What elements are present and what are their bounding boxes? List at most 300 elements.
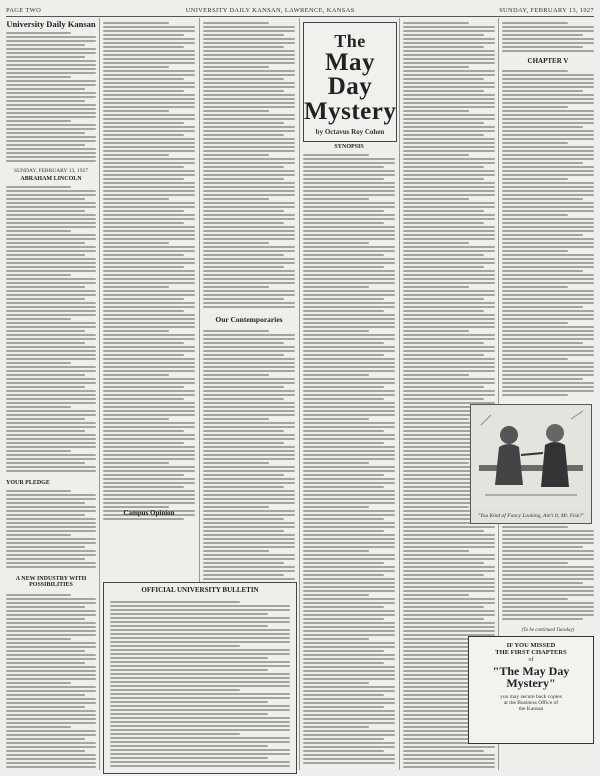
text-line xyxy=(303,678,395,680)
text-line xyxy=(303,266,384,268)
text-line xyxy=(6,214,96,216)
text-line xyxy=(6,350,96,352)
text-line xyxy=(303,298,384,300)
text-line xyxy=(103,106,195,108)
text-line xyxy=(103,138,195,140)
text-line xyxy=(203,574,284,576)
text-line xyxy=(103,354,184,356)
text-line xyxy=(303,502,395,504)
ad-line: "The May Day xyxy=(492,663,570,678)
text-line xyxy=(103,110,169,112)
text-line xyxy=(6,594,71,596)
editorial-heading: A NEW INDUSTRY WITH POSSIBILITIES xyxy=(15,576,87,589)
text-line xyxy=(303,362,395,364)
text-line xyxy=(303,250,395,252)
text-line xyxy=(203,170,295,172)
text-line xyxy=(103,358,195,360)
text-line xyxy=(303,190,395,192)
text-line xyxy=(203,238,295,240)
text-line xyxy=(502,558,594,560)
text-line xyxy=(103,242,169,244)
text-line xyxy=(6,550,96,552)
text-line xyxy=(103,478,195,480)
editorial-heading: YOUR PLEDGE xyxy=(6,480,50,486)
text-line xyxy=(203,186,295,188)
text-line xyxy=(502,266,594,268)
text-line xyxy=(6,638,71,640)
text-line xyxy=(502,162,583,164)
text-line xyxy=(6,254,85,256)
text-line xyxy=(303,666,395,668)
masthead-rule xyxy=(6,16,594,17)
text-line xyxy=(303,718,395,720)
text-line xyxy=(303,366,395,368)
text-line xyxy=(203,74,295,76)
text-line xyxy=(403,286,469,288)
text-line xyxy=(303,470,395,472)
text-line xyxy=(502,610,594,612)
text-line xyxy=(303,434,395,436)
text-line xyxy=(103,74,195,76)
text-line xyxy=(303,530,384,532)
text-line xyxy=(6,402,96,404)
text-line xyxy=(203,306,295,308)
text-line xyxy=(502,202,594,204)
text-line xyxy=(502,562,568,564)
text-line xyxy=(303,394,395,396)
text-line xyxy=(110,641,290,643)
official-bulletin-box xyxy=(103,582,297,774)
text-line xyxy=(303,454,395,456)
text-line xyxy=(303,578,395,580)
text-line xyxy=(502,198,583,200)
text-line xyxy=(6,104,96,106)
text-line xyxy=(502,34,583,36)
text-line xyxy=(6,290,96,292)
text-line xyxy=(403,98,495,100)
text-line xyxy=(403,342,484,344)
text-line xyxy=(303,194,395,196)
text-line xyxy=(203,250,295,252)
text-line xyxy=(403,630,495,632)
text-line xyxy=(502,294,594,296)
text-line xyxy=(6,76,71,78)
text-line xyxy=(303,306,395,308)
text-line xyxy=(502,534,594,536)
text-line xyxy=(303,290,395,292)
text-line xyxy=(403,762,495,764)
text-line xyxy=(203,342,284,344)
text-line xyxy=(502,214,568,216)
text-line xyxy=(303,158,395,160)
text-line xyxy=(303,310,384,312)
text-line xyxy=(103,286,169,288)
text-line xyxy=(303,462,369,464)
text-line xyxy=(103,214,195,216)
text-line xyxy=(110,725,290,727)
text-line xyxy=(110,617,290,619)
text-line xyxy=(203,282,295,284)
text-line xyxy=(502,178,568,180)
text-line xyxy=(502,150,594,152)
issue-date: SUNDAY, FEBRUARY 13, 1927 xyxy=(499,6,594,14)
text-line xyxy=(502,82,594,84)
text-line xyxy=(303,638,369,640)
text-line xyxy=(6,68,96,70)
text-line xyxy=(103,314,195,316)
text-line xyxy=(403,246,495,248)
text-line xyxy=(203,58,295,60)
text-line xyxy=(203,262,295,264)
text-line xyxy=(502,290,594,292)
text-line xyxy=(303,198,369,200)
text-line xyxy=(110,717,290,719)
continued-note: (To be continued Tuesday) xyxy=(521,628,575,633)
text-line xyxy=(303,422,395,424)
text-line xyxy=(303,686,395,688)
text-line xyxy=(502,238,594,240)
text-line xyxy=(6,44,85,46)
text-line xyxy=(303,710,395,712)
text-line xyxy=(203,222,284,224)
text-line xyxy=(103,210,184,212)
text-line xyxy=(6,378,96,380)
text-line xyxy=(103,194,195,196)
dateline: SUNDAY, FEBRUARY 13, 1927 xyxy=(14,168,88,174)
text-line xyxy=(203,34,284,36)
text-line xyxy=(502,42,594,44)
text-line xyxy=(303,338,395,340)
text-line xyxy=(110,673,290,675)
text-line xyxy=(6,546,85,548)
text-line xyxy=(203,126,295,128)
text-line xyxy=(203,190,295,192)
text-line xyxy=(6,286,85,288)
text-line xyxy=(203,566,295,568)
text-line xyxy=(203,378,295,380)
text-line xyxy=(110,713,268,715)
text-line xyxy=(103,438,195,440)
text-line xyxy=(502,158,594,160)
text-line xyxy=(403,562,484,564)
text-line xyxy=(303,754,395,756)
text-line xyxy=(303,334,395,336)
text-line xyxy=(103,414,195,416)
text-line xyxy=(403,234,495,236)
text-line xyxy=(6,112,96,114)
text-line xyxy=(103,182,195,184)
text-line xyxy=(110,649,290,651)
text-line xyxy=(203,278,295,280)
text-line xyxy=(403,306,495,308)
text-line xyxy=(103,22,169,24)
text-line xyxy=(103,490,195,492)
chapter-heading: CHAPTER V xyxy=(527,57,569,65)
text-line xyxy=(110,605,290,607)
text-line xyxy=(502,126,583,128)
text-line xyxy=(403,386,484,388)
text-line xyxy=(6,40,96,42)
text-line xyxy=(103,262,195,264)
text-line xyxy=(203,390,295,392)
text-line xyxy=(6,124,96,126)
text-line xyxy=(303,614,395,616)
text-line xyxy=(6,218,96,220)
text-line xyxy=(403,318,495,320)
text-line xyxy=(502,206,594,208)
text-line xyxy=(103,190,195,192)
text-line xyxy=(303,742,395,744)
text-line xyxy=(502,586,594,588)
text-line xyxy=(303,414,395,416)
text-line xyxy=(6,116,96,118)
text-line xyxy=(502,326,594,328)
text-line xyxy=(403,618,484,620)
text-line xyxy=(203,486,284,488)
column-divider xyxy=(399,18,400,770)
text-line xyxy=(502,78,594,80)
text-line xyxy=(103,402,195,404)
text-line xyxy=(6,698,96,700)
text-line xyxy=(110,749,290,751)
text-line xyxy=(203,470,295,472)
text-line xyxy=(303,302,395,304)
text-line xyxy=(502,354,594,356)
text-line xyxy=(403,190,495,192)
text-line xyxy=(203,546,295,548)
text-line xyxy=(6,522,96,524)
text-line xyxy=(103,310,184,312)
text-line xyxy=(6,674,96,676)
text-line xyxy=(6,374,85,376)
text-line xyxy=(502,546,583,548)
text-line xyxy=(403,150,495,152)
text-line xyxy=(303,758,395,760)
text-line xyxy=(6,686,96,688)
text-line xyxy=(203,370,295,372)
text-line xyxy=(203,94,295,96)
text-line xyxy=(103,70,195,72)
text-line xyxy=(303,694,384,696)
text-line xyxy=(203,30,295,32)
text-line xyxy=(110,685,290,687)
text-line xyxy=(6,36,96,38)
text-line xyxy=(403,154,469,156)
text-line xyxy=(103,290,195,292)
text-line xyxy=(203,562,284,564)
text-line xyxy=(203,438,295,440)
text-line xyxy=(303,354,384,356)
text-line xyxy=(403,222,484,224)
text-line xyxy=(303,702,395,704)
text-line xyxy=(6,358,96,360)
text-line xyxy=(6,144,85,146)
text-line xyxy=(403,282,495,284)
text-line xyxy=(502,182,594,184)
text-line xyxy=(403,626,495,628)
ad-line: THE FIRST CHAPTERS xyxy=(495,648,567,656)
text-line xyxy=(303,646,395,648)
text-line xyxy=(203,298,284,300)
text-line xyxy=(103,350,195,352)
text-line xyxy=(403,82,495,84)
text-line xyxy=(502,74,594,76)
text-line xyxy=(103,98,195,100)
text-line xyxy=(502,90,583,92)
text-line xyxy=(502,106,568,108)
text-line xyxy=(403,42,495,44)
text-line xyxy=(303,542,395,544)
text-line xyxy=(203,542,295,544)
text-line xyxy=(6,690,96,692)
text-line xyxy=(403,46,484,48)
text-line xyxy=(103,278,195,280)
text-line xyxy=(203,286,269,288)
text-line xyxy=(103,234,195,236)
text-line xyxy=(502,346,594,348)
text-line xyxy=(103,206,195,208)
text-line xyxy=(103,282,195,284)
text-line xyxy=(103,270,195,272)
text-line xyxy=(203,226,295,228)
text-line xyxy=(303,418,369,420)
text-line xyxy=(6,642,96,644)
text-line xyxy=(502,358,568,360)
text-line xyxy=(103,166,184,168)
text-line xyxy=(203,510,295,512)
text-line xyxy=(303,210,384,212)
text-line xyxy=(103,398,184,400)
text-line xyxy=(6,494,96,496)
text-line xyxy=(6,302,96,304)
text-line xyxy=(6,322,96,324)
text-line xyxy=(6,310,96,312)
text-line xyxy=(502,614,594,616)
text-line xyxy=(6,630,96,632)
text-line xyxy=(403,250,495,252)
text-line xyxy=(6,418,85,420)
text-line xyxy=(403,326,495,328)
text-line xyxy=(303,630,395,632)
text-line xyxy=(403,358,495,360)
text-line xyxy=(303,586,395,588)
text-line xyxy=(103,154,169,156)
text-line xyxy=(303,346,395,348)
text-line xyxy=(203,50,295,52)
text-line xyxy=(103,134,184,136)
text-line xyxy=(403,74,495,76)
text-line xyxy=(203,522,295,524)
text-line xyxy=(110,629,290,631)
text-line xyxy=(403,374,469,376)
text-line xyxy=(303,398,384,400)
text-line xyxy=(6,194,96,196)
text-line xyxy=(6,270,96,272)
text-line xyxy=(6,718,96,720)
text-line xyxy=(6,222,96,224)
text-line xyxy=(103,390,195,392)
text-line xyxy=(6,622,96,624)
text-line xyxy=(203,490,295,492)
text-line xyxy=(403,606,484,608)
text-line xyxy=(103,50,195,52)
text-line xyxy=(403,390,495,392)
text-line xyxy=(303,634,395,636)
text-line xyxy=(303,458,395,460)
text-line xyxy=(6,250,96,252)
text-line xyxy=(203,538,295,540)
text-line xyxy=(110,625,268,627)
text-line xyxy=(403,566,495,568)
text-line xyxy=(303,174,395,176)
text-line xyxy=(103,258,195,260)
text-line xyxy=(403,158,495,160)
text-line xyxy=(103,142,195,144)
text-line xyxy=(203,498,295,500)
text-line xyxy=(403,382,495,384)
text-line xyxy=(203,138,295,140)
text-line xyxy=(203,350,295,352)
text-line xyxy=(103,38,195,40)
text-line xyxy=(103,58,195,60)
text-line xyxy=(303,378,395,380)
text-line xyxy=(103,346,195,348)
text-line xyxy=(103,386,184,388)
text-line xyxy=(403,578,495,580)
text-line xyxy=(303,450,395,452)
text-line xyxy=(203,122,284,124)
text-line xyxy=(6,88,85,90)
text-line xyxy=(403,750,484,752)
text-line xyxy=(203,422,295,424)
text-line xyxy=(502,134,594,136)
text-line xyxy=(303,186,395,188)
text-line xyxy=(103,410,195,412)
text-line xyxy=(403,238,495,240)
text-line xyxy=(502,618,583,620)
text-line xyxy=(303,498,395,500)
serial-title-box xyxy=(303,22,397,142)
text-line xyxy=(502,226,594,228)
text-line xyxy=(303,706,384,708)
text-line xyxy=(110,757,268,759)
text-line xyxy=(6,538,96,540)
text-line xyxy=(103,362,195,364)
text-line xyxy=(403,314,495,316)
text-line xyxy=(502,338,594,340)
text-line xyxy=(6,518,96,520)
text-line xyxy=(203,514,295,516)
text-line xyxy=(502,286,568,288)
text-line xyxy=(203,166,284,168)
text-line xyxy=(502,318,594,320)
text-line xyxy=(103,178,184,180)
text-line xyxy=(203,354,284,356)
text-line xyxy=(303,206,395,208)
text-line xyxy=(6,750,85,752)
text-line xyxy=(6,100,85,102)
text-line xyxy=(303,522,395,524)
text-line xyxy=(203,402,295,404)
text-line xyxy=(403,322,495,324)
text-line xyxy=(303,682,369,684)
text-line xyxy=(6,766,96,768)
text-line xyxy=(103,218,195,220)
text-line xyxy=(110,705,290,707)
text-line xyxy=(6,52,96,54)
text-line xyxy=(403,614,495,616)
text-line xyxy=(403,334,495,336)
